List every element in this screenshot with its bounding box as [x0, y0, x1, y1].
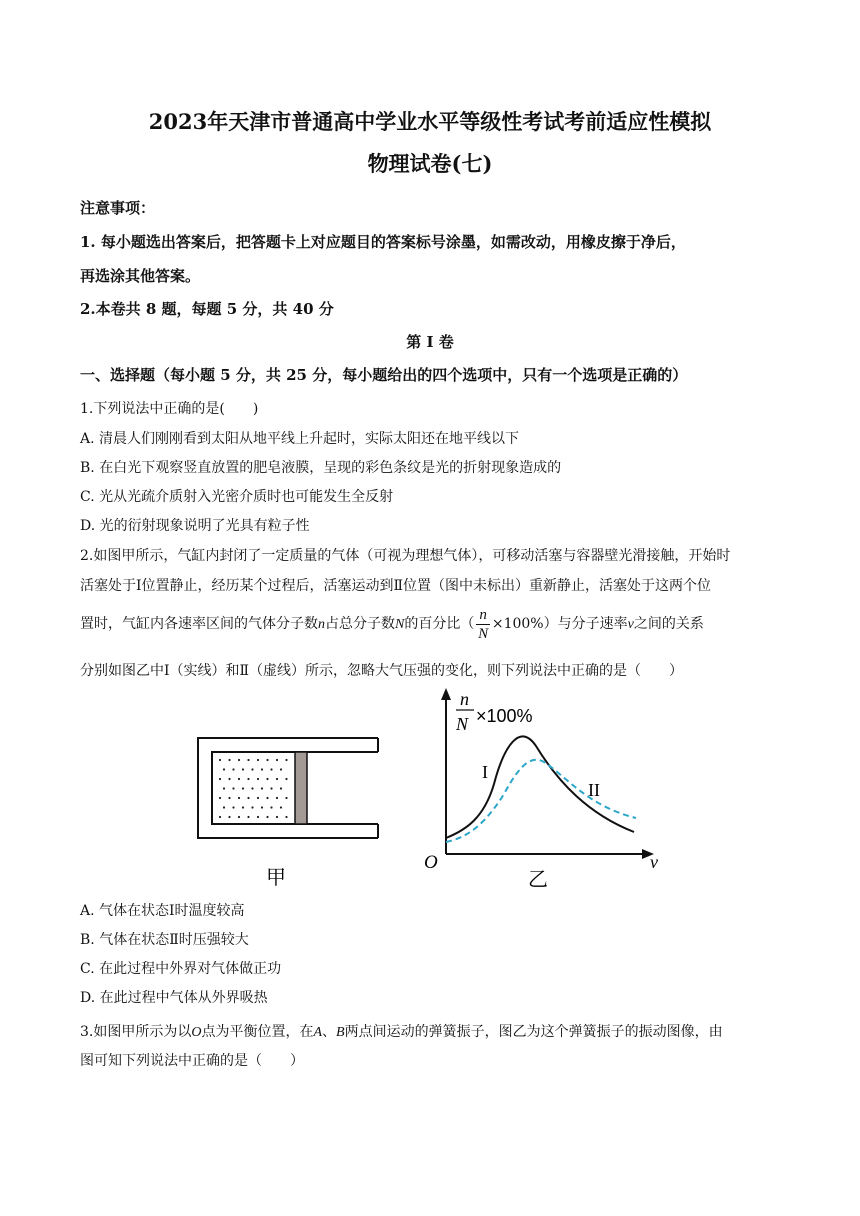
- gas-dot: [223, 768, 225, 770]
- gas-dot: [280, 768, 282, 770]
- q2-line-2: 活塞处于Ⅰ位置静止，经历某个过程后，活塞运动到Ⅱ位置（图中未标出）重新静止，活塞处于这两个位: [80, 578, 712, 594]
- gas-dot: [238, 778, 240, 780]
- q2-line-4: 分别如图乙中Ⅰ（实线）和Ⅱ（虚线）所示，忽略大气压强的变化，则下列说法中正确的是（ ）: [80, 663, 684, 679]
- curve-I-solid: [446, 736, 634, 838]
- gas-dot: [238, 797, 240, 799]
- gas-dot: [266, 816, 268, 818]
- gas-dot: [270, 806, 272, 808]
- gas-dot: [238, 816, 240, 818]
- var-B: B: [336, 1025, 345, 1040]
- gas-dot: [280, 787, 282, 789]
- notice-item-1b: 再选涂其他答案。: [80, 267, 201, 285]
- curve-II-label: II: [588, 780, 600, 800]
- q2-option-c: C. 在此过程中外界对气体做正功: [80, 961, 282, 977]
- gas-dot: [285, 816, 287, 818]
- gas-dot: [280, 806, 282, 808]
- q3-line-2: 图可知下列说法中正确的是（ ）: [80, 1053, 304, 1069]
- curve-II-dashed: [446, 760, 636, 842]
- gas-dot: [228, 816, 230, 818]
- fig-yi-label: 乙: [528, 867, 548, 891]
- gas-dot: [257, 778, 259, 780]
- gas-dot: [285, 797, 287, 799]
- q1-option-a: A. 清晨人们刚刚看到太阳从地平线上升起时，实际太阳还在地平线以下: [80, 431, 520, 447]
- gas-dot: [232, 768, 234, 770]
- gas-dot: [285, 778, 287, 780]
- gas-dot: [257, 797, 259, 799]
- q1-stem: 1.下列说法中正确的是( ): [80, 401, 259, 417]
- gas-dot: [270, 768, 272, 770]
- graph-x-label: v: [650, 852, 658, 872]
- gas-dot: [276, 759, 278, 761]
- gas-dot: [261, 806, 263, 808]
- gas-dot: [251, 806, 253, 808]
- q2-option-b: B. 气体在状态Ⅱ时压强较大: [80, 932, 249, 948]
- gas-dot: [219, 797, 221, 799]
- gas-dot: [219, 759, 221, 761]
- gas-dot: [228, 778, 230, 780]
- var-v: v: [627, 617, 634, 632]
- gas-dot: [251, 787, 253, 789]
- var-A: A: [313, 1025, 323, 1040]
- var-n: n: [318, 617, 325, 632]
- piston: [295, 752, 307, 824]
- gas-dot: [261, 768, 263, 770]
- volume-label: 第 I 卷: [406, 333, 454, 351]
- gas-dot: [247, 778, 249, 780]
- gas-dot: [257, 816, 259, 818]
- gas-dot: [238, 759, 240, 761]
- q3-line-1: 3.如图甲所示为以O点为平衡位置，在A、B两点间运动的弹簧振子，图乙为这个弹簧振子的振动图像，由: [80, 1024, 723, 1040]
- gas-dot: [247, 816, 249, 818]
- figure-distribution-graph: [418, 688, 668, 893]
- gas-dot: [247, 797, 249, 799]
- fraction-n-over-N: $\frac{n}{N}$: [478, 606, 489, 642]
- fig-jia-label: 甲: [266, 865, 286, 889]
- gas-dot: [276, 816, 278, 818]
- gas-dot: [223, 806, 225, 808]
- gas-dot: [223, 787, 225, 789]
- notice-heading: 注意事项：: [80, 199, 156, 217]
- gas-dot: [247, 759, 249, 761]
- q1-option-d: D. 光的衍射现象说明了光具有粒子性: [80, 518, 310, 534]
- gas-dot: [228, 797, 230, 799]
- exam-title: 2023年天津市普通高中学业水平等级性考试考前适应性模拟: [148, 109, 712, 134]
- gas-dot: [242, 768, 244, 770]
- gas-dot: [261, 787, 263, 789]
- gas-dot: [285, 759, 287, 761]
- gas-dot: [266, 778, 268, 780]
- gas-dot: [276, 797, 278, 799]
- q1-option-b: B. 在白光下观察竖直放置的肥皂液膜，呈现的彩色条纹是光的折射现象造成的: [80, 460, 562, 476]
- gas-dot: [219, 816, 221, 818]
- gas-molecules: [219, 759, 288, 818]
- curve-I-label: I: [482, 762, 488, 782]
- gas-dot: [232, 787, 234, 789]
- exam-subtitle: 物理试卷(七): [367, 151, 493, 176]
- notice-item-1a: 1. 每小题选出答案后，把答题卡上对应题目的答案标号涂墨，如需改动，用橡皮擦于净后，: [80, 233, 686, 251]
- q2-line-1: 2.如图甲所示，气缸内封闭了一定质量的气体（可视为理想气体），可移动活塞与容器壁光滑接触，开始时: [80, 548, 731, 564]
- gas-dot: [266, 797, 268, 799]
- gas-dot: [232, 806, 234, 808]
- gas-dot: [266, 759, 268, 761]
- figure-cylinder: [190, 728, 390, 893]
- q2-line-3: 置时，气缸内各速率区间的气体分子数n占总分子数N的百分比（ $\frac{n}{N}$ ×100%）与分子速率v之间的关系: [80, 606, 704, 642]
- graph-origin: O: [424, 852, 438, 873]
- section-heading: 一、选择题（每小题 5 分，共 25 分，每小题给出的四个选项中，只有一个选项是正确的）: [80, 366, 688, 384]
- gas-dot: [270, 787, 272, 789]
- q2-option-d: D. 在此过程中气体从外界吸热: [80, 990, 268, 1006]
- gas-dot: [242, 806, 244, 808]
- q1-option-c: C. 光从光疏介质射入光密介质时也可能发生全反射: [80, 489, 394, 505]
- gas-dot: [251, 768, 253, 770]
- gas-dot: [228, 759, 230, 761]
- gas-dot: [219, 778, 221, 780]
- y-axis-arrow: [441, 688, 451, 700]
- graph-y-num: n: [460, 689, 469, 709]
- q2-option-a: A. 气体在状态Ⅰ时温度较高: [80, 903, 245, 919]
- graph-y-tail: ×100%: [476, 706, 533, 726]
- gas-dot: [276, 778, 278, 780]
- var-N: N: [395, 617, 405, 632]
- gas-dot: [242, 787, 244, 789]
- graph-y-den: N: [456, 714, 469, 734]
- notice-item-2: 2.本卷共 8 题，每题 5 分，共 40 分: [80, 300, 334, 318]
- gas-dot: [257, 759, 259, 761]
- var-O: O: [191, 1025, 202, 1040]
